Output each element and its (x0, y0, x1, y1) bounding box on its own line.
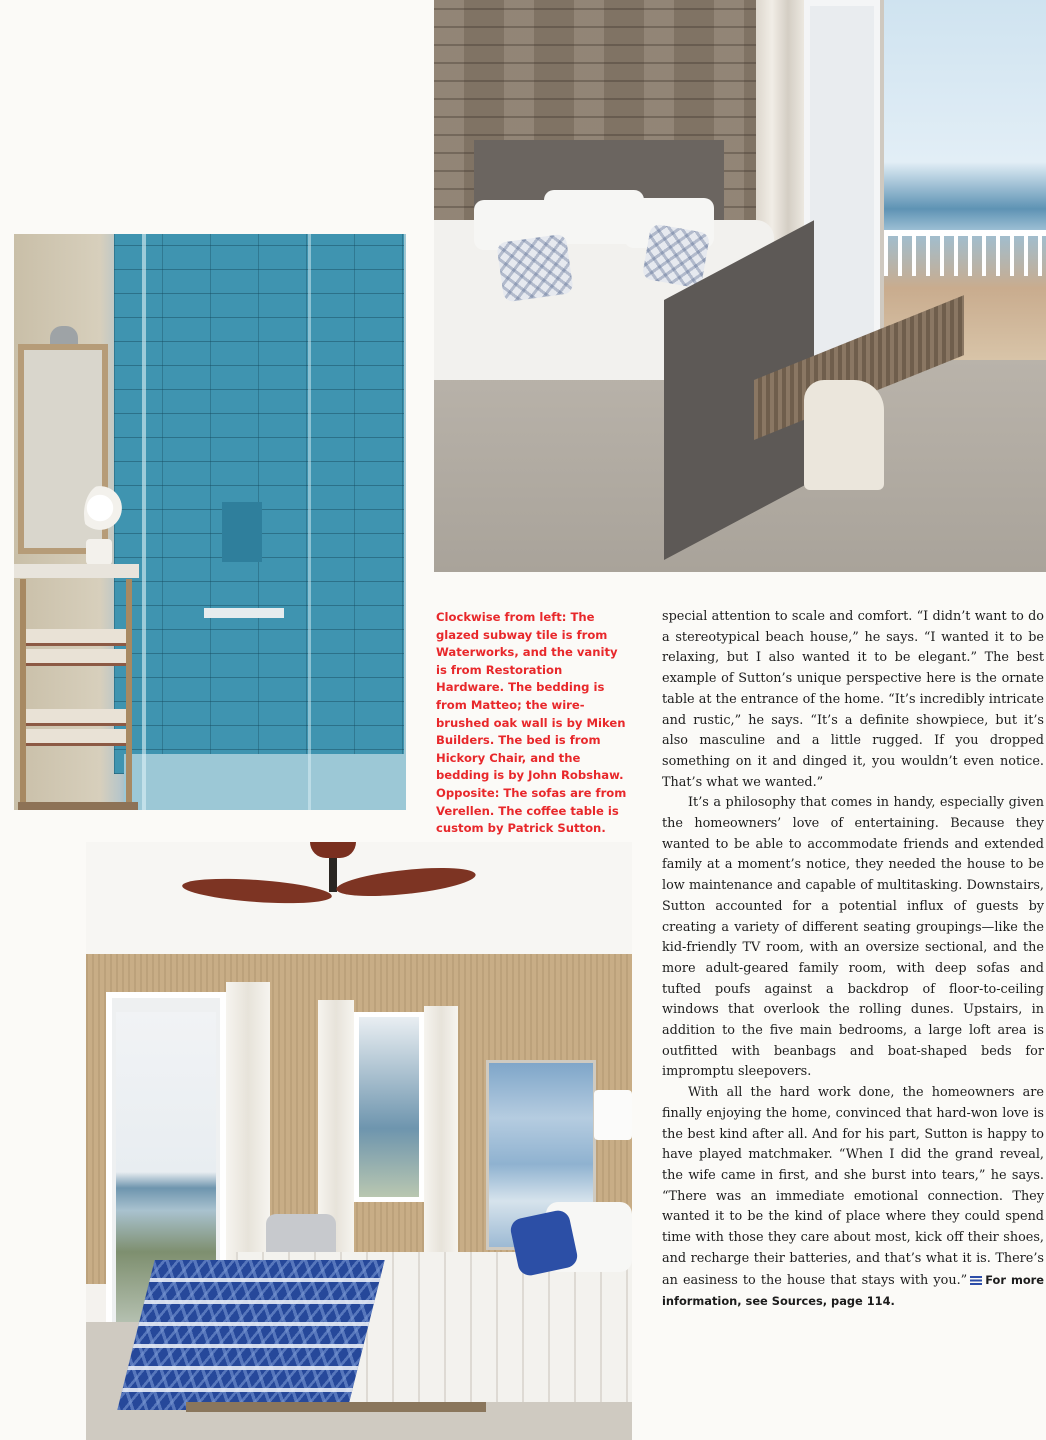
photo-caption: Clockwise from left: The glazed subway tile is from Waterworks, and the vanity is from Restoration Hardware. The bedding is from Matteo; the wire-brushed oak wall is by Miken Builders. The bed is from Hickory Chair, and the bedding is by John Robshaw. Opposite: The sofas are from Verellen. The coffee table is custom by Patrick Sutton. (436, 610, 627, 836)
orchid-pot (86, 539, 112, 565)
ocean-view-window (884, 0, 1046, 360)
towel-stack (26, 709, 126, 726)
body-paragraph-final (662, 1083, 1044, 1313)
table-lamp (594, 1090, 632, 1140)
body-paragraph: It’s a philosophy that comes in handy, especially given the homeowners’ love of entertaining. Because they wanted to be able to accommodate friends and extended family at a moment’s notice, they needed the house to be low maintenance and capable of multitasking. Downstairs, Sutton accounted for a potential influx of guests by creating a variety of different seating groupings—like the kid-friendly TV room, with an oversize sectional, and the more adult-geared family room, with deep sofas and tufted poufs against a backdrop of floor-to-ceiling windows that overlook the rolling dunes. Upstairs, in addition to the five main bedrooms, a large loft area is outfitted with beanbags and boat-shaped beds for impromptu sleepovers. (662, 795, 1044, 1080)
glass-panel-edge (308, 234, 311, 810)
end-mark-icon (970, 1276, 982, 1285)
body-paragraph-text: With all the hard work done, the homeowners are finally enjoying the home, convinced that hard-won love is the best kind after all. And for his part, Sutton is happy to have played matchmaker. “When I did the grand reveal, the wife came in first, and she burst into tears,” he says. “There was an immediate emotional connection. They wanted it to be the kind of place where they could spend time with those they care about most, kick off their shoes, and recharge their batteries, and that’s what it is. There’s an easiness to the house that stays with you.” (662, 1085, 1044, 1288)
vanity-shelving (20, 579, 132, 809)
sources-note: For more information, see Sources, page 114. (662, 1272, 1044, 1309)
ceiling (86, 842, 632, 954)
article-body (662, 607, 1044, 1313)
master-bedroom-photo (434, 0, 1046, 572)
wall-sconce (50, 326, 78, 346)
window (354, 1012, 424, 1202)
bed-frame (186, 1402, 486, 1412)
orchid-flower (84, 484, 124, 544)
vanity-countertop (14, 564, 139, 578)
patterned-pillow (496, 233, 574, 302)
patterned-pillow (642, 223, 711, 289)
patterned-throw (117, 1260, 384, 1410)
blue-pillow (509, 1208, 580, 1277)
towel-stack (26, 629, 126, 646)
towel-stack (26, 729, 126, 746)
vanity-base (18, 802, 138, 810)
guest-bedroom-photo (86, 842, 632, 1440)
glass-panel (142, 234, 146, 810)
throw-blanket (804, 380, 884, 490)
towel-stack (26, 649, 126, 666)
balcony-railing (884, 230, 1046, 276)
shower-floor (124, 754, 406, 810)
bathroom-photo (14, 234, 406, 810)
shower-bench (204, 608, 284, 618)
body-paragraph: special attention to scale and comfort. “I didn’t want to do a stereotypical beach house,” he says. “I wanted it to be relaxing, but I also wanted it to be elegant.” The best example of Sutton’s unique perspective here is the ornate table at the entrance of the home. “It’s incredibly intricate and rustic,” he says. “It’s a definite showpiece, but it’s also masculine and a little rugged. If you dropped something on it and dinged it, you wouldn’t even notice. That’s what we wanted.” (662, 609, 1044, 790)
shower-niche (222, 502, 262, 562)
